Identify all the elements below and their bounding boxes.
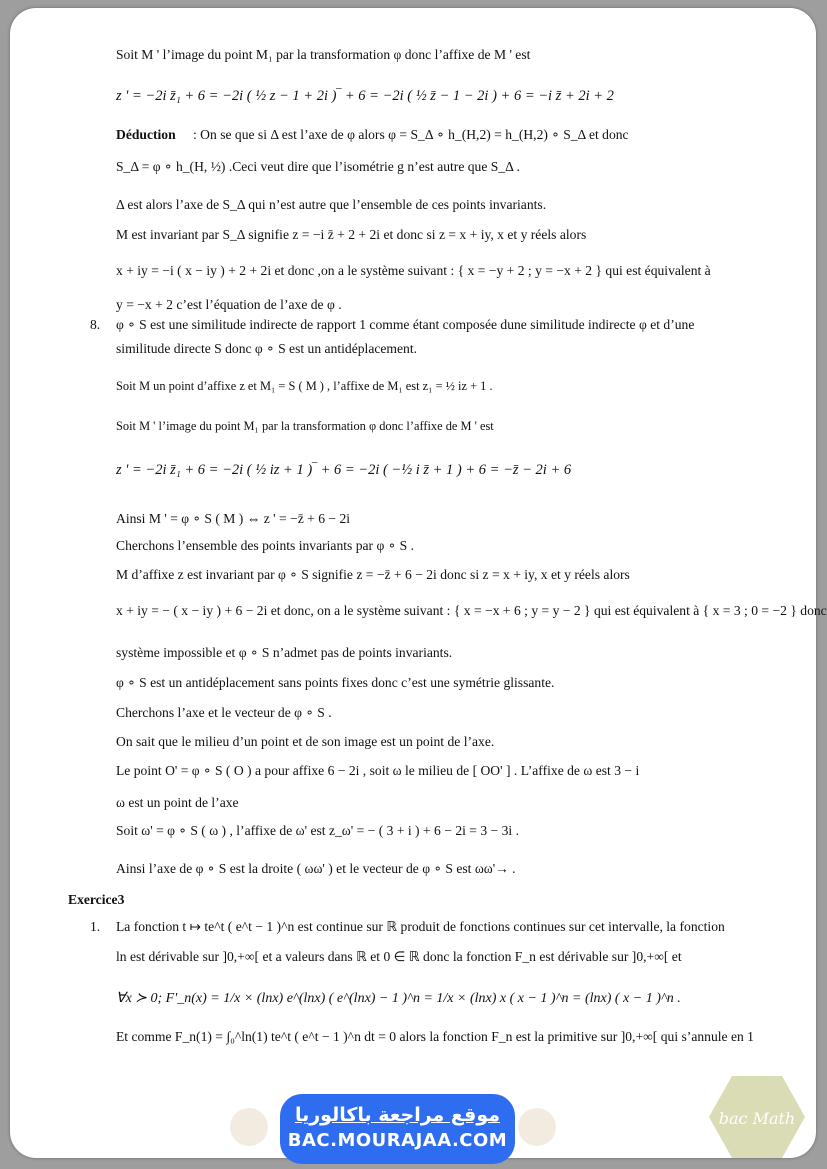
text-line: Ainsi M ' = φ ∘ S ( M ) ⇔ z ' = −z̄ + 6 − 2i bbox=[116, 511, 351, 526]
text-line: Cherchons l’axe et le vecteur de φ ∘ S . bbox=[116, 705, 332, 720]
text-line: y = −x + 2 c’est l’équation de l’axe de φ . bbox=[116, 297, 342, 312]
system-line: x + iy = − ( x − iy ) + 6 − 2i et donc, on a le système suivant : { x = −x + 6 ; y = y − 2 } qui est équivalent à { x = 3 ; 0 = −2 } donc bbox=[116, 603, 827, 618]
site-logo-icon bbox=[230, 1108, 268, 1146]
text-line: φ ∘ S est une similitude indirecte de rapport 1 comme étant composée dune similitude indirecte φ et d’une bbox=[116, 317, 695, 332]
text-line: Et comme F_n(1) = ∫₀^ln(1) te^t ( e^t − 1 )^n dt = 0 alors la fonction F_n est la primitive sur ]0,+∞[ qui s’annule en 1 bbox=[116, 1029, 754, 1044]
banner-arabic-title: موقع مراجعة باكالوريا bbox=[294, 1104, 501, 1126]
item-number: 1. bbox=[90, 919, 101, 934]
text-line: Soit ω' = φ ∘ S ( ω ) , l’affixe de ω' est z_ω' = − ( 3 + i ) + 6 − 2i = 3 − 3i . bbox=[116, 823, 519, 838]
deduction-label: Déduction bbox=[116, 127, 176, 142]
text-line: : On se que si Δ est l’axe de φ alors φ = S_Δ ∘ h_(H,2) = h_(H,2) ∘ S_Δ et donc bbox=[193, 127, 629, 142]
document-page bbox=[10, 8, 827, 1158]
system-line: x + iy = −i ( x − iy ) + 2 + 2i et donc ,on a le système suivant : { x = −y + 2 ; y = −x + 2 } qui est équivalent à bbox=[116, 263, 711, 278]
equation: ∀x ≻ 0; F'_n(x) = 1/x × (lnx) e^(lnx) ( e^(lnx) − 1 )^n = 1/x × (lnx) x ( x − 1 )^n = (lnx) ( x − 1 )^n . bbox=[116, 991, 681, 1006]
text-line: M d’affixe z est invariant par φ ∘ S signifie z = −z̄ + 6 − 2i donc si z = x + iy, x et y réels alors bbox=[116, 567, 630, 582]
text-line: M est invariant par S_Δ signifie z = −i z̄ + 2 + 2i et donc si z = x + iy, x et y réels alors bbox=[116, 227, 587, 242]
equation: z ' = −2i z̄₁ + 6 = −2i ( ½ iz + 1 )‾ + 6 = −2i ( −½ i z̄ + 1 ) + 6 = −z̄ − 2i + 6 bbox=[116, 462, 572, 478]
text-line: La fonction t ↦ te^t ( e^t − 1 )^n est continue sur ℝ produit de fonctions continues sur cet intervalle, la fonction bbox=[116, 919, 725, 934]
text-line: système impossible et φ ∘ S n’admet pas de points invariants. bbox=[116, 645, 453, 660]
exercise-heading: Exercice3 bbox=[68, 892, 125, 907]
site-banner-link[interactable] bbox=[280, 1094, 515, 1164]
text-line: similitude directe S donc φ ∘ S est un antidéplacement. bbox=[116, 341, 418, 356]
text-line: Ainsi l’axe de φ ∘ S est la droite ( ωω' ) et le vecteur de φ ∘ S est ωω'→ . bbox=[116, 861, 516, 876]
site-logo-icon bbox=[518, 1108, 556, 1146]
text-line: Soit M ' l’image du point M₁ par la transformation φ donc l’affixe de M ' est bbox=[116, 47, 531, 62]
text-line: S_Δ = φ ∘ h_(H, ½) .Ceci veut dire que l’isométrie g n’est autre que S_Δ . bbox=[116, 159, 520, 174]
equation: z ' = −2i z̄₁ + 6 = −2i ( ½ z − 1 + 2i )‾ + 6 = −2i ( ½ z̄ − 1 − 2i ) + 6 = −i z̄ + 2i + 2 bbox=[116, 88, 614, 104]
bac-math-badge-icon bbox=[707, 1074, 807, 1160]
text-line: ω est un point de l’axe bbox=[116, 795, 239, 810]
text-line: On sait que le milieu d’un point et de son image est un point de l’axe. bbox=[116, 734, 495, 749]
item-number: 8. bbox=[90, 317, 101, 332]
banner-url: BAC.MOURAJAA.COM bbox=[287, 1130, 508, 1151]
text-line: φ ∘ S est un antidéplacement sans points fixes donc c’est une symétrie glissante. bbox=[116, 675, 555, 690]
text-line: Δ est alors l’axe de S_Δ qui n’est autre que l’ensemble de ces points invariants. bbox=[116, 197, 547, 212]
text-line: Le point O' = φ ∘ S ( O ) a pour affixe 6 − 2i , soit ω le milieu de [ OO' ] . L’affixe de ω est 3 − i bbox=[116, 763, 640, 778]
text-line: ln est dérivable sur ]0,+∞[ et a valeurs dans ℝ et 0 ∈ ℝ donc la fonction F_n est dérivable sur ]0,+∞[ et bbox=[116, 949, 682, 964]
text-line: Cherchons l’ensemble des points invariants par φ ∘ S . bbox=[116, 538, 414, 553]
text-line: Soit M un point d’affixe z et M₁ = S ( M ) , l’affixe de M₁ est z₁ = ½ iz + 1 . bbox=[116, 379, 493, 393]
badge-text: bac Math bbox=[718, 1109, 796, 1128]
text-line: Soit M ' l’image du point M₁ par la transformation φ donc l’affixe de M ' est bbox=[116, 419, 494, 433]
